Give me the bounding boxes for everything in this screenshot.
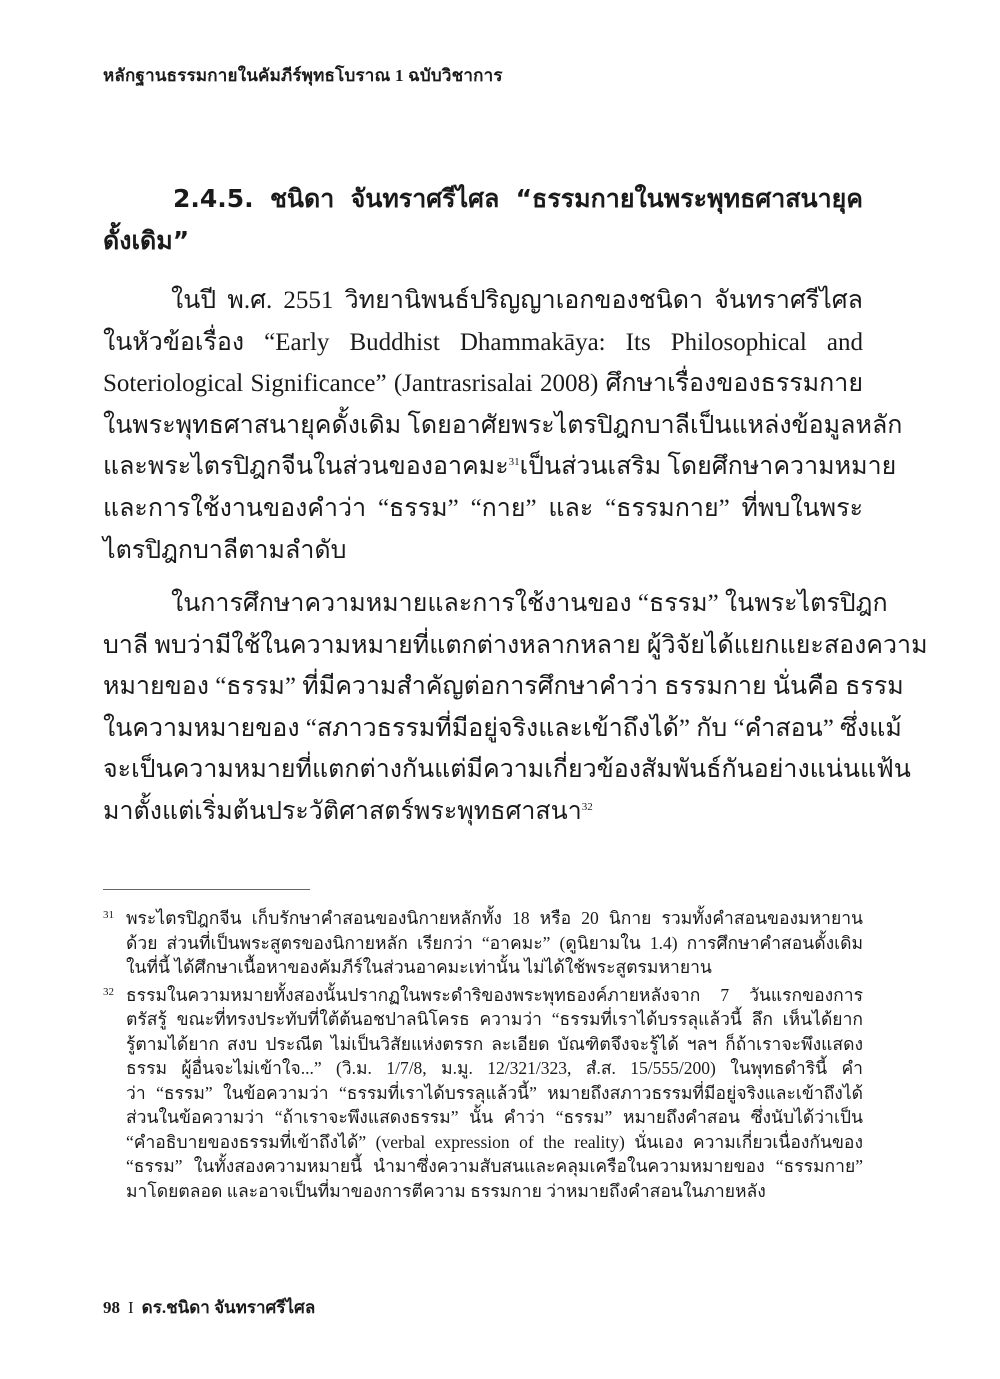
- paragraph-line-text: เป็นส่วนเสริม โดยศึกษาความหมาย: [519, 453, 897, 481]
- footnote-reference-32[interactable]: 32: [581, 800, 593, 813]
- paragraph-line: ในพระพุทธศาสนายุคดั้งเดิม โดยอาศัยพระไตรปิฎกบาลีเป็นแหล่งข้อมูลหลัก: [103, 411, 903, 439]
- footnote-line: ส่วนในข้อความว่า “ถ้าเราจะพึงแสดงธรรม” นั้น คำว่า “ธรรม” หมายถึงคำสอน ซึ่งนับได้ว่าเป็น: [126, 1107, 863, 1127]
- footnote-line: ธรรม ผู้อื่นจะไม่เข้าใจ...” (วิ.ม. 1/7/8, ม.มู. 12/321/323, สํ.ส. 15/555/200) ในพุทธดำรินี้ คำ: [126, 1058, 863, 1078]
- paragraph-line: ไตรปิฎกบาลีตามลำดับ: [103, 536, 347, 564]
- section-title-line-2: ดั้งเดิม”: [103, 226, 190, 255]
- footnote-31: [103, 906, 863, 980]
- paragraph-1: [103, 280, 903, 571]
- paragraph-line: ในปี พ.ศ. 2551 วิทยานิพนธ์ปริญญาเอกของชนิดา จันทราศรีไศล: [171, 287, 863, 314]
- paragraph-line-text: มาตั้งแต่เริ่มต้นประวัติศาสตร์พระพุทธศาสนา: [103, 797, 582, 825]
- paragraph-line: บาลี พบว่ามีใช้ในความหมายที่แตกต่างหลากหลาย ผู้วิจัยได้แยกแยะสองความ: [103, 631, 928, 659]
- running-footer: [103, 1294, 315, 1321]
- page-number: 98: [103, 1298, 120, 1317]
- paragraph-line: [103, 446, 897, 488]
- paragraph-2: [103, 583, 928, 833]
- footnote-reference-31[interactable]: 31: [508, 456, 520, 469]
- paragraph-line: หมายของ “ธรรม” ที่มีความสำคัญต่อการศึกษาคำว่า ธรรมกาย นั่นคือ ธรรม: [103, 673, 904, 701]
- footnote-divider: [103, 889, 310, 890]
- footnote-line: ด้วย ส่วนที่เป็นพระสูตรของนิกายหลัก เรียกว่า “อาคมะ” (ดูนิยามใน 1.4) การศึกษาคำสอนดั้งเดิม: [126, 932, 863, 953]
- footnote-line: ธรรมในความหมายทั้งสองนั้นปรากฏในพระดำริของพระพุทธองค์ภายหลังจาก 7 วันแรกของการ: [126, 984, 863, 1005]
- footnote-line: ตรัสรู้ ขณะที่ทรงประทับที่ใต้ต้นอชปาลนิโครธ ความว่า “ธรรมที่เราได้บรรลุแล้วนี้ ลึก เห็นได้ยาก: [126, 1009, 863, 1029]
- footnotes: [103, 906, 863, 1206]
- footnote-line: ในที่นี้ ได้ศึกษาเนื้อหาของคัมภีร์ในส่วนอาคมะเท่านั้น ไม่ได้ใช้พระสูตรมหายาน: [126, 957, 712, 977]
- footnote-number: 32: [103, 985, 114, 998]
- paragraph-line: ในความหมายของ “สภาวธรรมที่มีอยู่จริงและเข้าถึงได้” กับ “คำสอน” ซึ่งแม้: [103, 714, 902, 742]
- section-title-line-1: 2.4.5. ชนิดา จันทราศรีไศล “ธรรมกายในพระพุทธศาสนายุค: [173, 184, 863, 213]
- paragraph-line: และการใช้งานของคำว่า “ธรรม” “กาย” และ “ธรรมกาย” ที่พบในพระ: [103, 494, 863, 522]
- paragraph-line: ในหัวข้อเรื่อง “Early Buddhist Dhammakāya: Its Philosophical and: [103, 328, 863, 356]
- footnote-line: “คำอธิบายของธรรมที่เข้าถึงได้” (verbal expression of the reality) นั่นเอง ความเกี่ยวเนื่องกันของ: [126, 1131, 863, 1152]
- footnote-line: ว่า “ธรรม” ในข้อความว่า “ธรรมที่เราได้บรรลุแล้วนี้” หมายถึงสภาวธรรมที่มีอยู่จริงและเข้าถึงได้: [126, 1082, 863, 1103]
- footnote-line: มาโดยตลอด และอาจเป็นที่มาของการตีความ ธรรมกาย ว่าหมายถึงคำสอนในภายหลัง: [126, 1180, 766, 1201]
- paragraph-line: ในการศึกษาความหมายและการใช้งานของ “ธรรม” ในพระไตรปิฎก: [171, 590, 888, 617]
- footnote-number: 31: [103, 909, 114, 921]
- paragraph-line: [103, 791, 863, 833]
- footer-separator: I: [128, 1298, 134, 1317]
- footnote-32: [103, 983, 863, 1204]
- paragraph-line-text: และพระไตรปิฎกจีนในส่วนของอาคมะ: [103, 453, 509, 481]
- footnote-line: พระไตรปิฎกจีน เก็บรักษาคำสอนของนิกายหลักทั้ง 18 หรือ 20 นิกาย รวมทั้งคำสอนของมหายาน: [126, 908, 863, 928]
- footer-author: ดร.ชนิดา จันทราศรีไศล: [141, 1298, 316, 1317]
- paragraph-line: Soteriological Significance” (Jantrasrisalai 2008) ศึกษาเรื่องของธรรมกาย: [103, 370, 863, 398]
- section-title: [103, 178, 863, 262]
- footnote-line: “ธรรม” ในทั้งสองความหมายนี้ นำมาซึ่งความสับสนและคลุมเครือในความหมายของ “ธรรมกาย”: [126, 1156, 863, 1176]
- footnote-line: รู้ตามได้ยาก สงบ ประณีต ไม่เป็นวิสัยแห่งตรรก ละเอียด บัณฑิตจึงจะรู้ได้ ฯลฯ ก็ถ้าเราจะพึงแสดง: [126, 1033, 863, 1054]
- paragraph-line: จะเป็นความหมายที่แตกต่างกันแต่มีความเกี่ยวข้องสัมพันธ์กันอย่างแน่นแฟ้น: [103, 756, 911, 784]
- running-header: หลักฐานธรรมกายในคัมภีร์พุทธโบราณ 1 ฉบับวิชาการ: [103, 66, 503, 85]
